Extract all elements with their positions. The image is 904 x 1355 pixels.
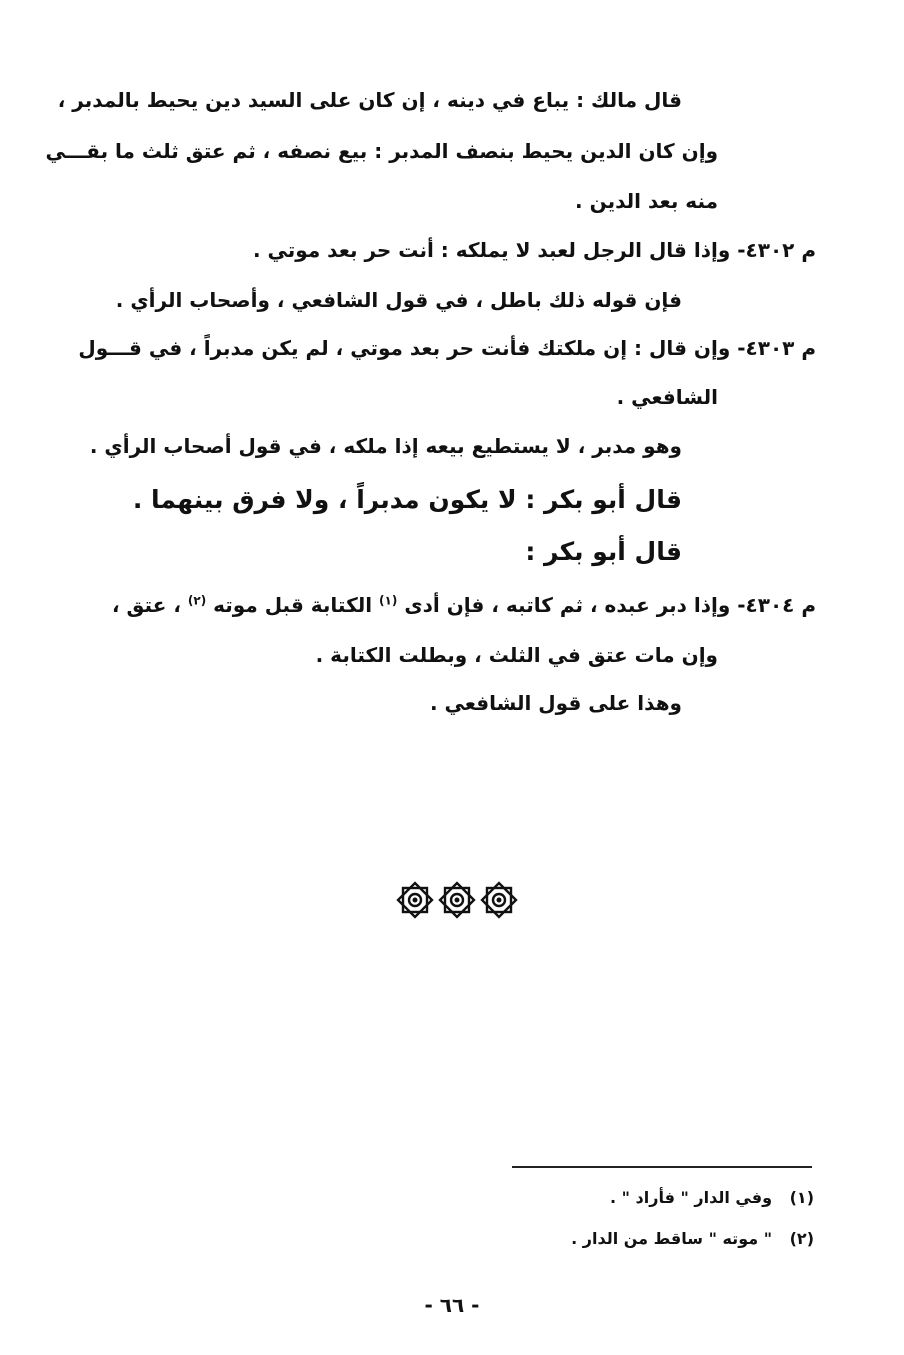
paragraph-line: وإن مات عتق في الثلث ، وبطلت الكتابة . — [315, 643, 718, 667]
paragraph-line: وهو مدبر ، لا يستطيع بيعه إذا ملكه ، في قول أصحاب الرأي . — [89, 434, 682, 458]
paragraph-line — [112, 591, 816, 619]
paragraph-line: فإن قوله ذلك باطل ، في قول الشافعي ، وأصحاب الرأي . — [115, 288, 682, 312]
paragraph-line: قال مالك : يباع في دينه ، إن كان على السيد دين يحيط بالمدبر ، — [57, 88, 682, 112]
paragraph-line: وهذا على قول الشافعي . — [429, 691, 682, 715]
page-number: - ٦٦ - — [424, 1293, 480, 1317]
paragraph-heading-line: قال أبو بكر : لا يكون مدبراً ، ولا فرق بينهما . — [132, 485, 682, 514]
footnote-text: " موته " ساقط من الدار . — [571, 1229, 773, 1248]
paragraph-text: ، عتق ، — [111, 593, 181, 617]
footnote-text: وفي الدار " فأراد " . — [610, 1188, 773, 1207]
footnote-marker: (٢) — [187, 593, 207, 608]
paragraph-line: م ٤٣٠٢- وإذا قال الرجل لعبد لا يملكه : أنت حر بعد موتي . — [252, 238, 816, 262]
footnote-item — [610, 1187, 814, 1209]
footnote-separator — [512, 1166, 812, 1168]
section-ornament-icon — [394, 877, 520, 923]
paragraph-line: وإن كان الدين يحيط بنصف المدبر : بيع نصفه ، ثم عتق ثلث ما بقـــي — [45, 139, 718, 163]
footnote-number: (١) — [789, 1188, 814, 1207]
paragraph-text: الكتابة قبل موته — [213, 593, 373, 617]
footnote-item — [571, 1228, 814, 1250]
footnote-marker: (١) — [379, 593, 398, 608]
paragraph-line: م ٤٣٠٣- وإن قال : إن ملكتك فأنت حر بعد موتي ، لم يكن مدبراً ، في قـــول — [78, 336, 816, 360]
paragraph-heading-line: قال أبو بكر : — [525, 537, 682, 566]
paragraph-line: منه بعد الدين . — [575, 189, 718, 213]
footnote-number: (٢) — [789, 1229, 814, 1248]
paragraph-line: الشافعي . — [616, 385, 718, 409]
paragraph-text: م ٤٣٠٤- وإذا دبر عبده ، ثم كاتبه ، فإن أدى — [404, 593, 816, 617]
